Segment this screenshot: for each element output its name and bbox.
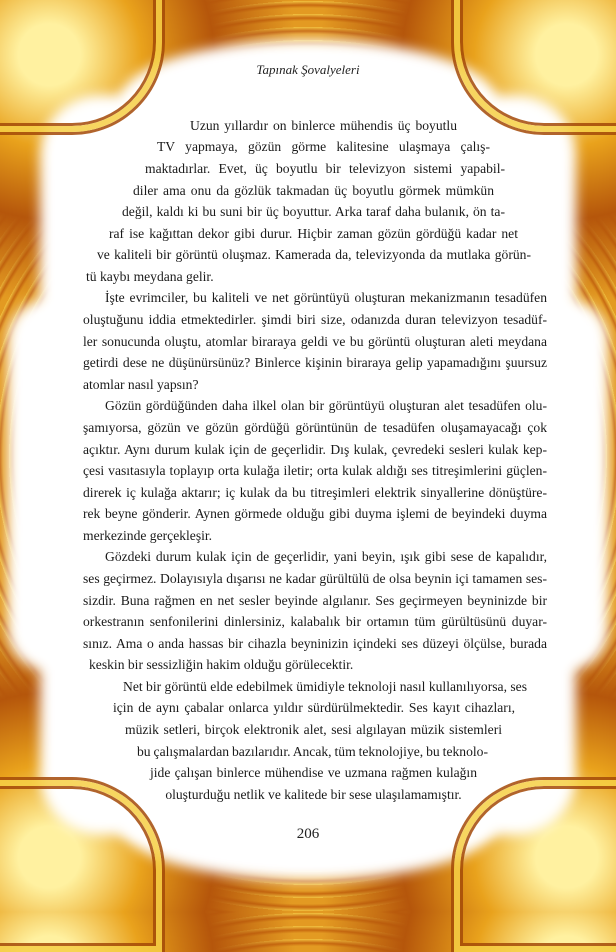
text-line: ler sonucunda oluştu, atomlar biraraya geldi ve bu görüntü oluşturan aleti meydana (83, 334, 547, 349)
text-line: keskin bir sessizliğin hakim olduğu görülecektir. (89, 657, 354, 672)
text-line: ses geçirmez. Dolayısıyla dışarısı ne kadar gürültülü de olsa beynin içi tamamen ses- (83, 571, 547, 586)
running-header: Tapınak Şovalyeleri (256, 62, 360, 77)
text-line: Gözdeki durum kulak için de geçerlidir, yani beyin, ışık gibi sese de kapalıdır, (105, 549, 547, 564)
text-line: raf ise kağıttan dekor gibi durur. Hiçbir zaman gözün gördüğü kadar net (109, 226, 518, 241)
text-line: değil, kaldı ki bu suni bir üç boyuttur. Arka taraf daha bulanık, ön ta- (122, 204, 505, 219)
text-line: diler ama onu da gözlük takmadan üç boyutlu görmek mümkün (133, 183, 494, 198)
text-line: atomlar nasıl yapsın? (83, 377, 199, 392)
text-line: merkezinde gerçekleşir. (83, 528, 213, 543)
text-line: oluşturduğu netlik ve kalitede bir sese ulaşılamamıştır. (165, 787, 462, 802)
text-line: direrek iç kulağa aktarır; iç kulak da bu titreşimleri elektrik sinyallerine dönüştüre- (83, 485, 547, 500)
page-number: 206 (296, 826, 320, 842)
text-line: Gözün gördüğünden daha ilkel olan bir görüntüyü oluşturan alet tesadüfen olu- (105, 398, 547, 413)
text-line: İşte evrimciler, bu kaliteli ve net görüntüyü oluşturan mekanizmanın tesadüfen (105, 290, 547, 305)
text-line: maktadırlar. Evet, üç boyutlu bir televizyon sistemi yapabil- (145, 161, 505, 176)
text-line: şamıyorsa, gözün ve gözün gördüğü görüntünün de tesadüfen oluşamayacağı çok (83, 420, 547, 435)
text-line: TV yapmaya, gözün görme kalitesine ulaşmaya çalış- (157, 139, 490, 154)
text-line: sınız. Ama o anda hassas bir cihazla beyninizin içindeki ses düzeyi ölçülse, burada (83, 636, 547, 651)
text-line: bu çalışmalardan bazılarıdır. Ancak, tüm teknolojiye, bu teknolo- (137, 744, 488, 759)
text-line: Net bir görüntü elde edebilmek ümidiyle teknoloji nasıl kullanılıyorsa, ses (123, 679, 527, 694)
text-line: rek beyne gönderir. Aynen görmede olduğu gibi duyma işlemi de beyindeki duyma (83, 506, 547, 521)
text-line: oluştuğunu iddia etmektedirler. şimdi biri size, odanızda duran televizyon tesadüf- (83, 312, 547, 327)
text-line: orkestranın senfonilerini dinlersiniz, kalabalık bir ortamın tüm gürültüsünü duyar- (83, 614, 547, 629)
text-line: Uzun yıllardır on binlerce mühendis üç boyutlu (190, 118, 457, 133)
text-line: jide çalışan binlerce mühendise ve uzmana rağmen kulağın (150, 765, 477, 780)
text-line: sizdir. Buna rağmen en net sesler beyinde algılanır. Ses geçirmeyen beyninizde bir (83, 593, 547, 608)
text-line: müzik setleri, birçok elektronik alet, sesi algılayan müzik sistemleri (125, 722, 502, 737)
text-line: açıktır. Aynı durum kulak için de geçerlidir. Dış kulak, çevredeki sesleri kulak kep- (83, 442, 547, 457)
text-line: tü kaybı meydana gelir. (86, 269, 214, 284)
text-line: getirdi dese ne düşünürsünüz? Binlerce kişinin biraraya gelip yapamadığını şuursuz (83, 355, 547, 370)
text-line: için de aynı çabalar onlarca yıldır sürdürülmektedir. Ses kayıt cihazları, (113, 700, 515, 715)
text-line: çesi vasıtasıyla toplayıp orta kulağa iletir; orta kulak aldığı ses titreşimlerini güçlen- (83, 463, 547, 478)
text-line: ve kaliteli bir görüntü oluşmaz. Kamerada da, televizyonda da mutlaka görün- (97, 247, 531, 262)
